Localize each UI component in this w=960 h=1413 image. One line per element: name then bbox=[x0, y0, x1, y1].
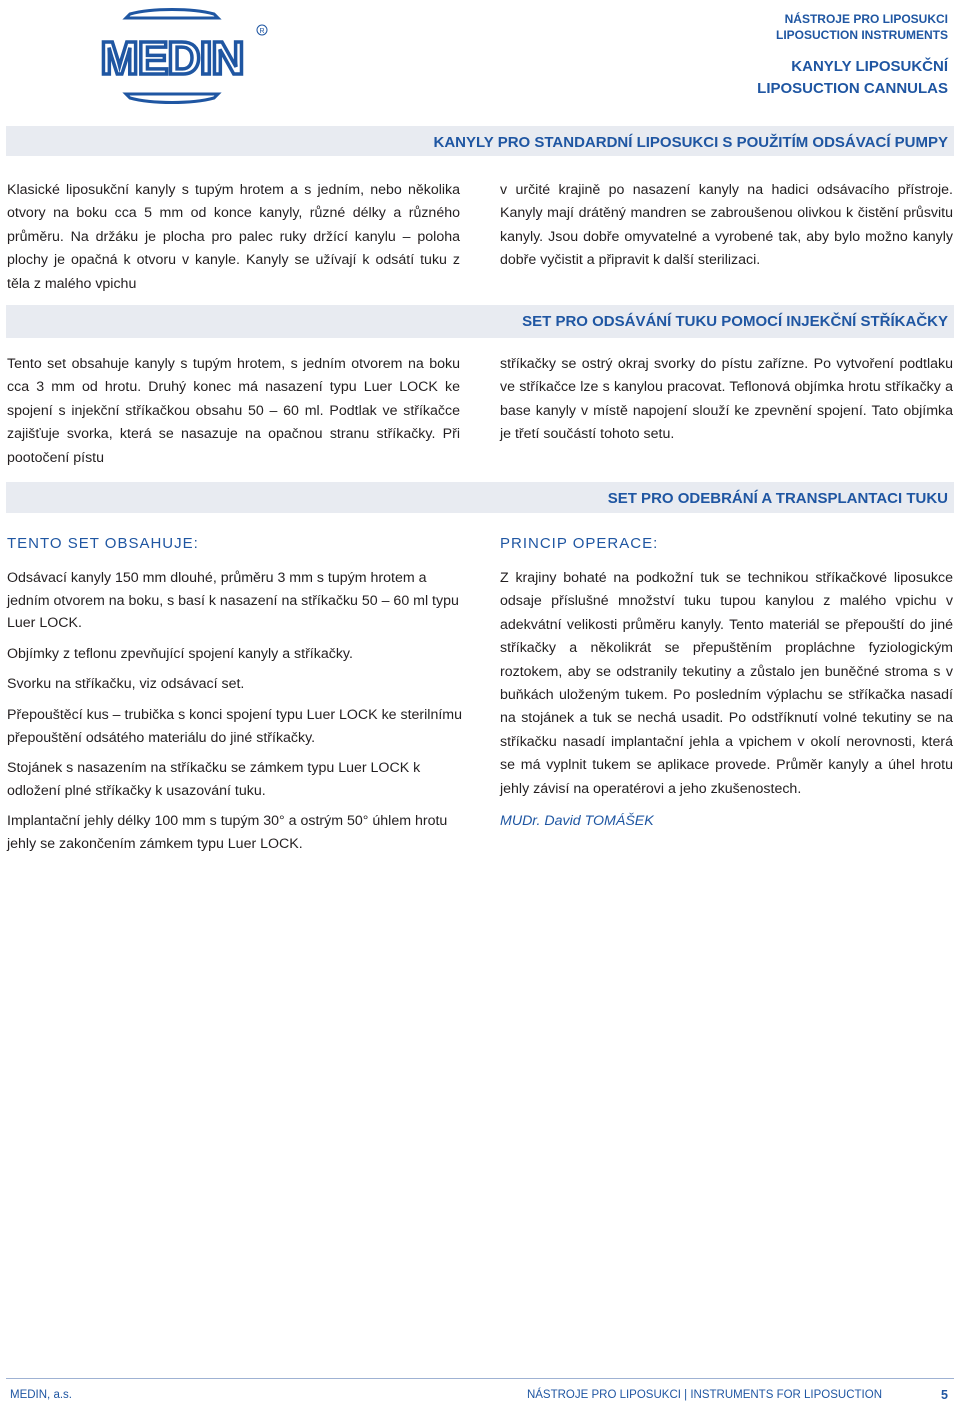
author-signature: MUDr. David TOMÁŠEK bbox=[500, 813, 654, 829]
footer-divider bbox=[6, 1378, 954, 1379]
header-category-cs: NÁSTROJE PRO LIPOSUKCI bbox=[784, 12, 948, 26]
section-title-transplant-set: SET PRO ODEBRÁNÍ A TRANSPLANTACI TUKU bbox=[6, 482, 954, 513]
list-item: Odsávací kanyly 150 mm dlouhé, průměru 3 mm s tupým hrotem a jedním otvorem na boku, s basí k nasazení na stříkačku 50 – 60 ml typu Luer LOCK. bbox=[7, 570, 459, 632]
section-title-syringe-set: SET PRO ODSÁVÁNÍ TUKU POMOCÍ INJEKČNÍ STŘÍKAČKY bbox=[6, 305, 954, 338]
section1-text-left: Klasické liposukční kanyly s tupým hrotem a s jedním, nebo několika otvory na boku cca 5 mm od konce kanyly, různé délky a různého průměru. Na držáku je plocha pro palec ruky držící kanylu – poloha plochy je opačná k otvoru v kanyle. Kanyly se užívají k odsátí tuku z těla z malého vpichu bbox=[7, 182, 460, 292]
section1-text-right: v určité krajině po nasazení kanyly na hadici odsávacího přístroje. Kanyly mají drátěný mandren se zabroušenou olivkou k čistění průsvitu kanyly. Jsou dobře omyvatelné a vyrobené tak, aby bylo možno kanyly dobře vyčistit a připravit k další sterilizaci. bbox=[500, 182, 953, 269]
list-item: Přepouštěcí kus – trubička s konci spojení typu Luer LOCK ke sterilnímu přepouštění odsátého materiálu do jiné stříkačky. bbox=[7, 706, 463, 746]
list-item: Objímky z teflonu zpevňující spojení kanyly a stříkačky. bbox=[7, 645, 353, 662]
contents-heading: TENTO SET OBSAHUJE: bbox=[7, 535, 199, 552]
header-category-en: LIPOSUCTION INSTRUMENTS bbox=[775, 28, 948, 42]
list-item: Stojánek s nasazením na stříkačku se zámkem typu Luer LOCK k odložení plné stříkačky k usazování tuku. bbox=[7, 760, 421, 799]
footer-company: MEDIN, a.s. bbox=[10, 1389, 72, 1401]
header-product-cs: KANYLY LIPOSUKČNÍ bbox=[791, 58, 948, 75]
contents-list bbox=[7, 567, 467, 864]
principle-heading: PRINCIP OPERACE: bbox=[500, 535, 659, 552]
medin-logo bbox=[72, 6, 272, 106]
header-product-en: LIPOSUCTION CANNULAS bbox=[757, 80, 948, 97]
svg-text:R: R bbox=[259, 28, 265, 35]
footer-title: NÁSTROJE PRO LIPOSUKCI | INSTRUMENTS FOR LIPOSUCTION bbox=[526, 1389, 882, 1401]
svg-text:MEDIN: MEDIN bbox=[100, 32, 244, 84]
section2-text-right: stříkačky se ostrý okraj svorky do pístu zařízne. Po vytvoření podtlaku ve stříkačce lze s kanylou pracovat. Teflonová objímka hrotu stříkačky a base kanyly v místě napojení slouží ke zpevnění spojení. Tato objímka je třetí součástí tohoto setu. bbox=[500, 356, 953, 443]
section-title-standard-liposuction: KANYLY PRO STANDARDNÍ LIPOSUKCI S POUŽITÍM ODSÁVACÍ PUMPY bbox=[6, 126, 954, 156]
list-item: Svorku na stříkačku, viz odsávací set. bbox=[7, 676, 245, 693]
section2-text-left: Tento set obsahuje kanyly s tupým hrotem, s jedním otvorem na boku cca 3 mm od hrotu. Druhý konec má nasazení typu Luer LOCK ke spojení s injekční stříkačkou obsahu 50 – 60 ml. Podtlak ve stříkačce zajišťuje svorka, která se nasazuje na opačnou stranu stříkačky. Při pootočení pístu bbox=[7, 356, 460, 466]
list-item: Implantační jehly délky 100 mm s tupým 30° a ostrým 50° úhlem hrotu jehly se zakončením zámkem typu Luer LOCK. bbox=[7, 813, 448, 852]
principle-text: Z krajiny bohaté na podkožní tuk se technikou stříkačkové liposukce odsaje příslušné množství tuku tupou kanylou z malého vpichu v adekvátní velikosti průměru kanyly. Tento materiál se přepouští do jiné stříkačky a několikrát se přepuštěním propláchne fyziologickým roztokem, aby se odstranily tekutiny a zůstalo jen buněčné stroma s v buňkách uloženým tukem. Po posledním výplachu se stříkačka nasadí na stojánek a tuk se nechá usadit. Po odstříknutí volné tekutiny se na stříkačku nasadí implantační jehla a vpichem v okolí nerovnosti, která se má vyplnit tukem se aplikace provede. Průměr kanyly a úhel hrotu jehly závisí na operatérovi a jeho zkušenostech. bbox=[500, 570, 953, 797]
page-number: 5 bbox=[941, 1388, 948, 1402]
